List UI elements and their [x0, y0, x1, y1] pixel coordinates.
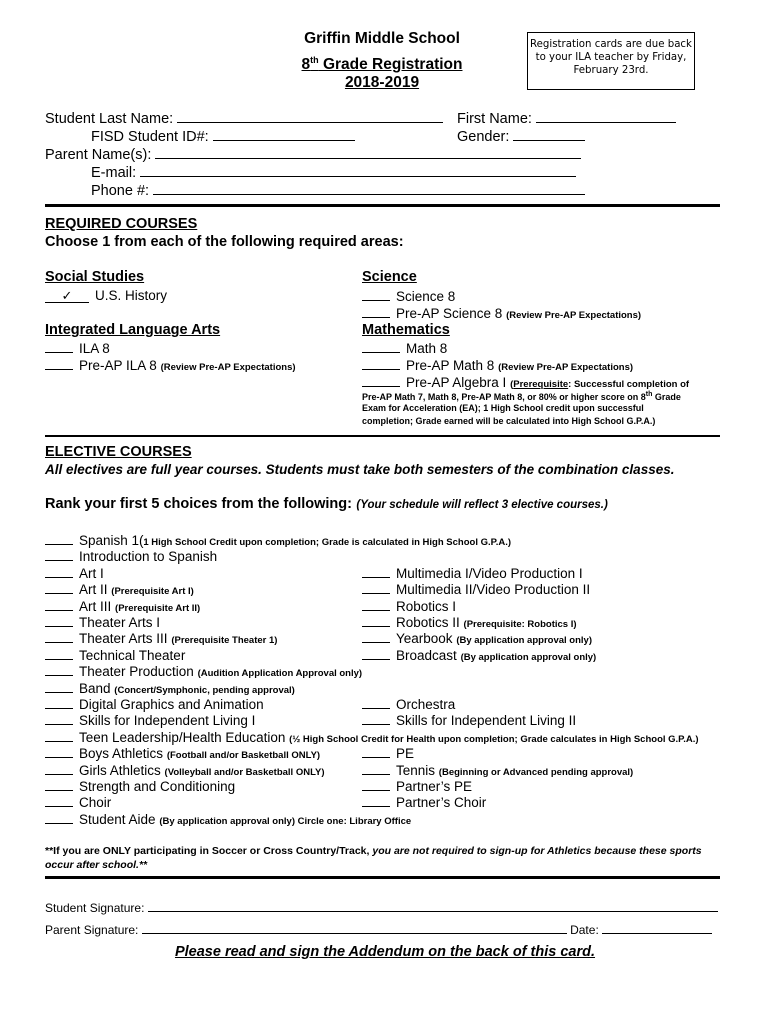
elective-blank — [45, 663, 73, 676]
elective-blank — [45, 647, 73, 660]
elective-note: (Prerequisite: Robotics I) — [463, 619, 577, 630]
electives-subheading: All electives are full year courses. Students must take both semesters of the combination classes. — [45, 462, 675, 477]
elective-option — [45, 565, 104, 583]
preap-algebra-label: Pre-AP Algebra I — [406, 375, 507, 390]
gender-label: Gender: — [457, 129, 510, 145]
elective-option — [362, 647, 596, 667]
phone-label: Phone #: — [91, 183, 150, 199]
elective-label: Student Aide — [79, 811, 156, 827]
last-name-line — [177, 108, 443, 123]
phone-line — [153, 180, 585, 195]
required-instruction: Choose 1 from each of the following required areas: — [45, 234, 404, 250]
athletics-note-part2: you are not required to sign-up for Athletics because these sports occur after school.** — [45, 845, 702, 871]
rank-instruction — [45, 495, 608, 513]
elective-blank — [45, 745, 73, 758]
elective-blank — [362, 745, 390, 758]
elective-label: Girls Athletics — [79, 762, 161, 778]
parent-names-line — [155, 144, 581, 159]
preap-science8-blank — [362, 305, 390, 318]
parent-signature-label: Parent Signature: — [45, 923, 139, 937]
preap-ila8-blank — [45, 357, 73, 370]
grade-number: 8 — [301, 56, 311, 74]
elective-blank — [362, 778, 390, 791]
elective-note: (Beginning or Advanced pending approval) — [438, 766, 634, 778]
preap-algebra-blank — [362, 374, 400, 387]
elective-option — [45, 647, 185, 665]
math-title: Mathematics — [362, 322, 450, 338]
email-line — [140, 162, 576, 177]
grade-title-rest: Grade Registration — [318, 56, 463, 74]
elective-blank — [362, 565, 390, 578]
algebra-note-line2 — [362, 389, 681, 403]
school-year: 2018-2019 — [344, 74, 420, 91]
elective-note: (Volleyball and/or Basketball ONLY) — [164, 766, 325, 778]
elective-label: Multimedia II/Video Production II — [396, 582, 591, 598]
phone-field — [91, 180, 585, 200]
elective-blank — [45, 762, 73, 775]
elective-label: Theater Arts III — [79, 631, 168, 647]
elective-note: (Concert/Symphonic, pending approval) — [114, 684, 295, 696]
elective-label: Skills for Independent Living I — [79, 713, 256, 729]
ila8-label: ILA 8 — [79, 341, 110, 356]
elective-label: Orchestra — [396, 697, 456, 712]
elective-option — [45, 696, 264, 714]
preap-math8-blank — [362, 357, 400, 370]
elective-label: Theater Arts I — [79, 615, 161, 630]
elective-option — [362, 794, 486, 812]
elective-blank — [45, 630, 73, 643]
rank-note: (Your schedule will reflect 3 elective courses.) — [356, 499, 608, 511]
elective-label: Art I — [79, 565, 104, 581]
elective-label: Partner’s Choir — [396, 795, 487, 811]
ila8-blank — [45, 340, 73, 353]
algebra-note-line3: Exam for Acceleration (EA); 1 High School credit upon successful — [362, 403, 644, 413]
preap-science8-note: (Review Pre-AP Expectations) — [506, 310, 642, 321]
school-name: Griffin Middle School — [304, 30, 460, 47]
algebra-prereq: Prerequisite — [513, 379, 569, 390]
elective-label: Partner’s PE — [396, 779, 473, 794]
social-studies-title: Social Studies — [45, 269, 145, 285]
us-history-checkmark: ✓ — [45, 290, 89, 303]
due-date-notice: Registration cards are due back to your ILA teacher by Friday, February 23rd. — [527, 32, 695, 90]
email-field — [91, 162, 576, 182]
elective-blank — [362, 614, 390, 627]
algebra-note-2: Pre-AP Math 7, Math 8, Pre-AP Math 8, or 80% or higher score on 8 — [362, 392, 646, 402]
algebra-note-sup: th — [645, 391, 653, 398]
elective-blank — [362, 712, 390, 725]
math8-label: Math 8 — [406, 341, 448, 356]
first-name-line — [536, 108, 676, 123]
ila8-option — [45, 340, 110, 358]
gender-line — [513, 126, 585, 141]
elective-label: Spanish 1( — [79, 533, 144, 548]
algebra-paren: ( — [510, 379, 514, 390]
parent-names-label: Parent Name(s): — [45, 147, 152, 163]
ila-title: Integrated Language Arts — [45, 322, 221, 338]
parent-signature-field — [45, 921, 712, 937]
parent-names-field — [45, 144, 581, 164]
elective-blank — [45, 729, 73, 742]
elective-label: Art II — [79, 582, 108, 598]
us-history-label: U.S. History — [95, 288, 168, 303]
elective-blank — [45, 565, 73, 578]
elective-label: Tennis — [396, 762, 436, 778]
elective-blank — [45, 811, 73, 824]
elective-label: Choir — [79, 795, 112, 811]
elective-label: Art III — [79, 598, 112, 614]
required-heading: REQUIRED COURSES — [45, 216, 198, 232]
parent-signature-line — [142, 921, 567, 934]
elective-label: Digital Graphics and Animation — [79, 697, 264, 712]
email-label: E-mail: — [91, 165, 137, 181]
math8-blank — [362, 340, 400, 353]
student-id-line — [213, 126, 355, 141]
divider-required — [45, 204, 720, 207]
elective-note: (By application approval only) — [456, 635, 592, 647]
date-label: Date: — [570, 923, 599, 937]
elective-blank — [45, 614, 73, 627]
elective-option — [362, 565, 583, 583]
elective-label: Broadcast — [396, 647, 457, 663]
student-id-field — [91, 126, 355, 146]
elective-option — [45, 794, 111, 812]
elective-label: Teen Leadership/Health Education — [79, 729, 286, 745]
elective-label: PE — [396, 746, 415, 762]
divider-signatures — [45, 876, 720, 879]
elective-blank — [362, 696, 390, 709]
algebra-note-1: : Successful completion of — [568, 379, 690, 390]
elective-note: (By application approval only) — [460, 651, 597, 663]
grade-superscript: th — [310, 55, 319, 65]
algebra-note-3: Grade — [652, 392, 681, 402]
elective-option — [45, 614, 160, 632]
elective-blank — [45, 598, 73, 611]
elective-note: 1 High School Credit upon completion; Grade is calculated in High School G.P.A.) — [143, 537, 512, 548]
preap-ila8-option — [45, 357, 296, 377]
elective-option — [362, 778, 472, 796]
elective-blank — [362, 598, 390, 611]
elective-label: Skills for Independent Living II — [396, 713, 577, 729]
student-signature-line — [148, 899, 718, 912]
elective-label: Robotics I — [396, 598, 457, 614]
elective-label: Band — [79, 680, 111, 696]
elective-option — [362, 712, 576, 730]
athletics-note-part1: **If you are ONLY participating in Soccer or Cross Country/Track, — [45, 845, 373, 857]
elective-blank — [362, 762, 390, 775]
last-name-field — [45, 108, 443, 128]
elective-option — [362, 696, 455, 714]
preap-ila8-note: (Review Pre-AP Expectations) — [160, 362, 296, 373]
divider-electives — [45, 435, 720, 437]
algebra-note-line4: completion; Grade earned will be calculated into High School G.P.A.) — [362, 416, 656, 426]
first-name-field — [457, 108, 676, 128]
elective-label: Introduction to Spanish — [79, 549, 218, 565]
elective-note: (By application approval only) Circle one: Library Office — [159, 815, 412, 827]
elective-label: Theater Production — [79, 664, 194, 680]
preap-science8-label: Pre-AP Science 8 — [396, 306, 503, 321]
elective-note: (Football and/or Basketball ONLY) — [166, 750, 321, 762]
elective-blank — [45, 712, 73, 725]
preap-ila8-label: Pre-AP ILA 8 — [79, 358, 157, 373]
elective-blank — [45, 548, 73, 561]
elective-label: Robotics II — [396, 615, 460, 630]
elective-blank — [362, 581, 390, 594]
science8-blank — [362, 288, 390, 301]
science8-label: Science 8 — [396, 289, 456, 304]
elective-blank — [45, 532, 73, 545]
student-signature-label: Student Signature: — [45, 901, 145, 915]
student-signature-field — [45, 899, 718, 915]
science8-option — [362, 288, 455, 306]
elective-option — [45, 548, 217, 566]
elective-note: (Prerequisite Art I) — [111, 586, 194, 598]
math8-option — [362, 340, 447, 358]
date-line — [602, 921, 712, 934]
elective-note: (Prerequisite Theater 1) — [171, 635, 278, 647]
closing-instruction: Please read and sign the Addendum on the back of this card. — [174, 944, 596, 960]
elective-blank — [362, 794, 390, 807]
elective-blank — [45, 680, 73, 693]
gender-field — [457, 126, 585, 146]
elective-option — [362, 745, 414, 763]
elective-option — [362, 581, 590, 599]
student-id-label: FISD Student ID#: — [91, 129, 209, 145]
elective-blank — [45, 581, 73, 594]
elective-blank — [45, 794, 73, 807]
elective-blank — [362, 630, 390, 643]
electives-heading: ELECTIVE COURSES — [45, 444, 192, 460]
elective-label: Technical Theater — [79, 647, 186, 663]
preap-math8-label: Pre-AP Math 8 — [406, 358, 495, 373]
elective-label: Multimedia I/Video Production I — [396, 565, 583, 581]
elective-note: (Prerequisite Art II) — [115, 602, 201, 614]
elective-note: (½ High School Credit for Health upon completion; Grade calculates in High School G.P.A.) — [289, 733, 699, 745]
elective-option — [45, 811, 411, 831]
last-name-label: Student Last Name: — [45, 111, 174, 127]
rank-text: Rank your first 5 choices from the following: — [45, 496, 352, 512]
elective-label: Boys Athletics — [79, 746, 164, 762]
elective-blank — [362, 647, 390, 660]
first-name-label: First Name: — [457, 111, 532, 127]
elective-label: Strength and Conditioning — [79, 779, 236, 794]
elective-option — [362, 598, 456, 616]
elective-note: (Audition Application Approval only) — [197, 668, 363, 680]
science-title: Science — [362, 269, 417, 285]
elective-blank — [45, 696, 73, 709]
athletics-note — [45, 845, 725, 872]
preap-math8-note: (Review Pre-AP Expectations) — [498, 362, 634, 373]
elective-blank — [45, 778, 73, 791]
elective-label: Yearbook — [396, 631, 453, 647]
elective-option — [45, 778, 235, 796]
us-history-option — [45, 288, 167, 305]
elective-option — [45, 712, 255, 730]
